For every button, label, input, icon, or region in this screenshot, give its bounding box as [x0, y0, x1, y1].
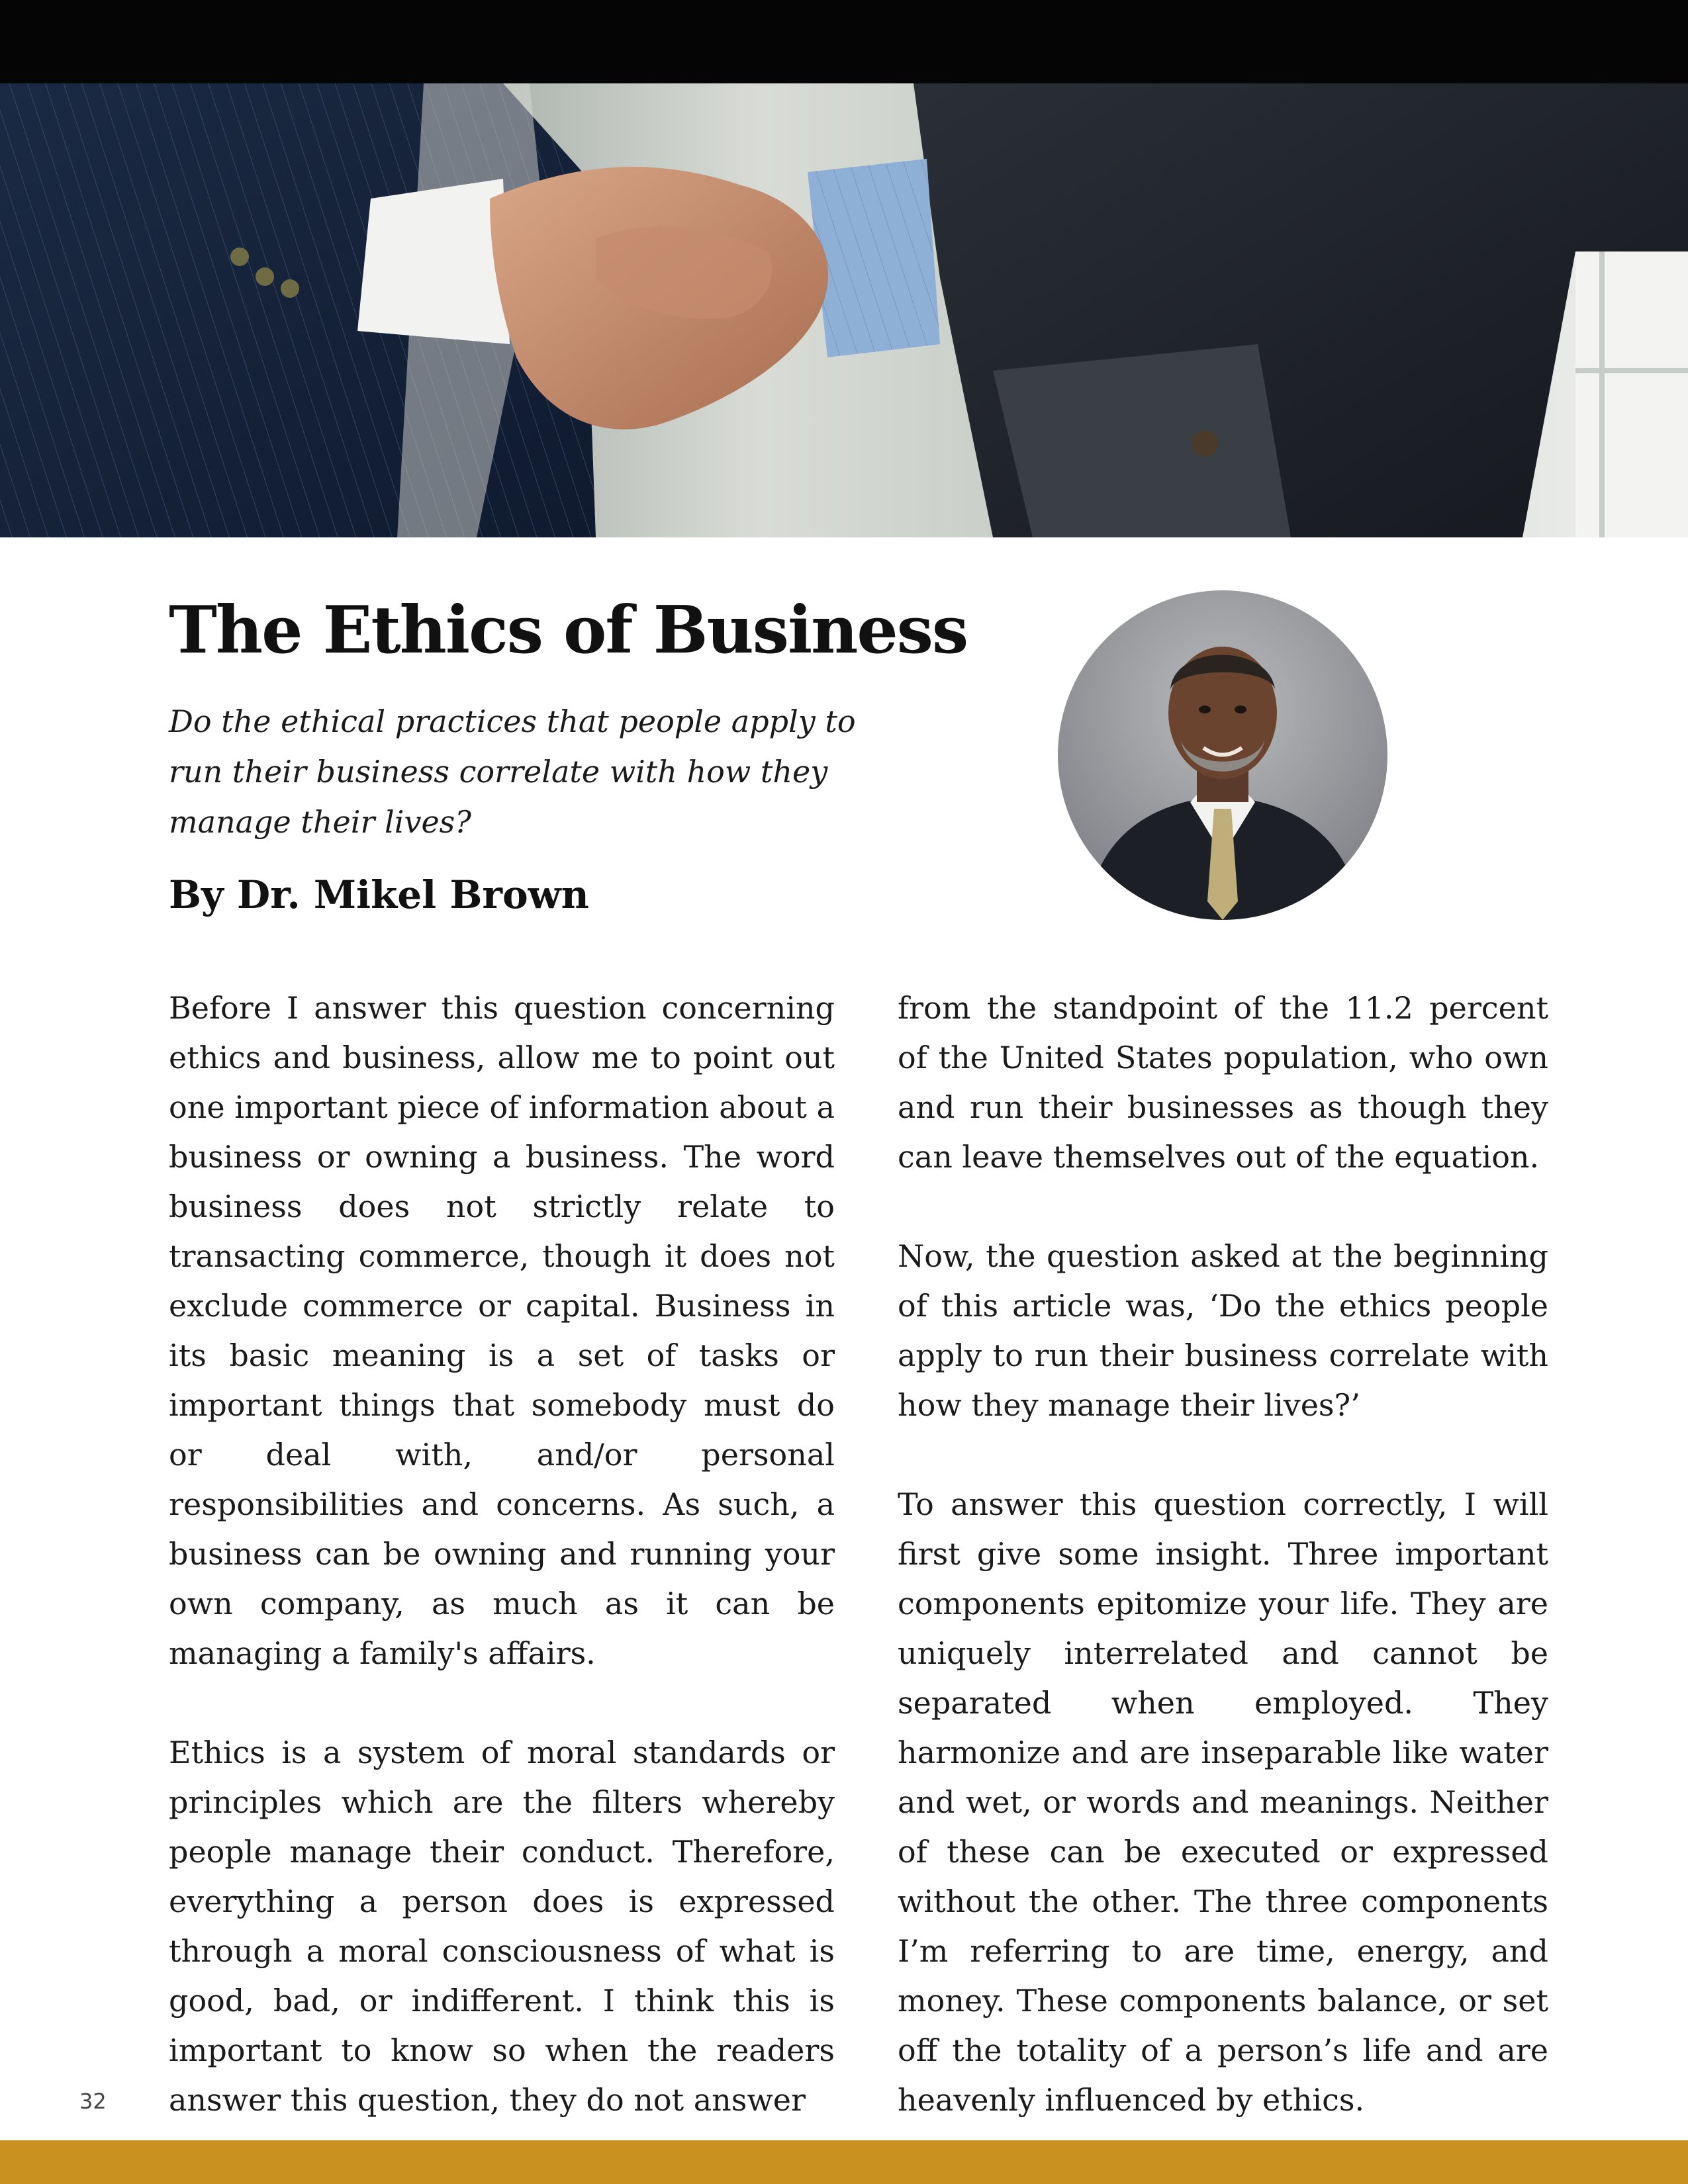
- handshake-photo-icon: [0, 0, 1688, 537]
- article-byline: By Dr. Mikel Brown: [169, 872, 589, 917]
- article-title: The Ethics of Business: [169, 592, 968, 668]
- article-paragraph: Before I answer this question concerning ethics and business, allow me to point out one important piece of information about a business or owning a business. The word business does not strictly relate to transacting commerce, though it does not exclude commerce or capital. Business in its basic meaning is a set of tasks or important things that somebody must do or deal with, and/or personal responsibilities and concerns. As such, a business can be owning and running your own company, as much as it can be managing a family's affairs.: [169, 990, 835, 1671]
- author-portrait-icon: [1058, 590, 1387, 920]
- footer-bar: [0, 2140, 1688, 2184]
- article-subtitle: Do the ethical practices that people apply to run their business correlate with how they manage their lives?: [169, 704, 856, 840]
- author-photo: [1058, 590, 1387, 920]
- article-column-right: [898, 983, 1548, 2125]
- article-paragraph: Ethics is a system of moral standards or principles which are the filters whereby people manage their conduct. Therefore, everything a person does is expressed through a moral consciousness of what is good, bad, or indifferent. I think this is important to know so when the readers answer this question, they do not answer: [169, 1735, 835, 2118]
- hero-image: [0, 0, 1688, 537]
- article-paragraph: To answer this question correctly, I will first give some insight. Three important components epitomize your life. They are uniquely interrelated and cannot be separated when employed. They harmonize and are inseparable like water and wet, or words and meanings. Neither of these can be executed or expressed without the other. The three components I’m referring to are time, energy, and money. These components balance, or set off the totality of a person’s life and are heavenly influenced by ethics.: [898, 1486, 1548, 2118]
- page-number: 32: [79, 2089, 107, 2114]
- article-column-left: [169, 983, 835, 2125]
- article-paragraph: from the standpoint of the 11.2 percent of the United States population, who own and run their businesses as though they can leave themselves out of the equation.: [898, 990, 1548, 1175]
- article-paragraph: Now, the question asked at the beginning of this article was, ‘Do the ethics people apply to run their business correlate with how they manage their lives?’: [898, 1238, 1548, 1423]
